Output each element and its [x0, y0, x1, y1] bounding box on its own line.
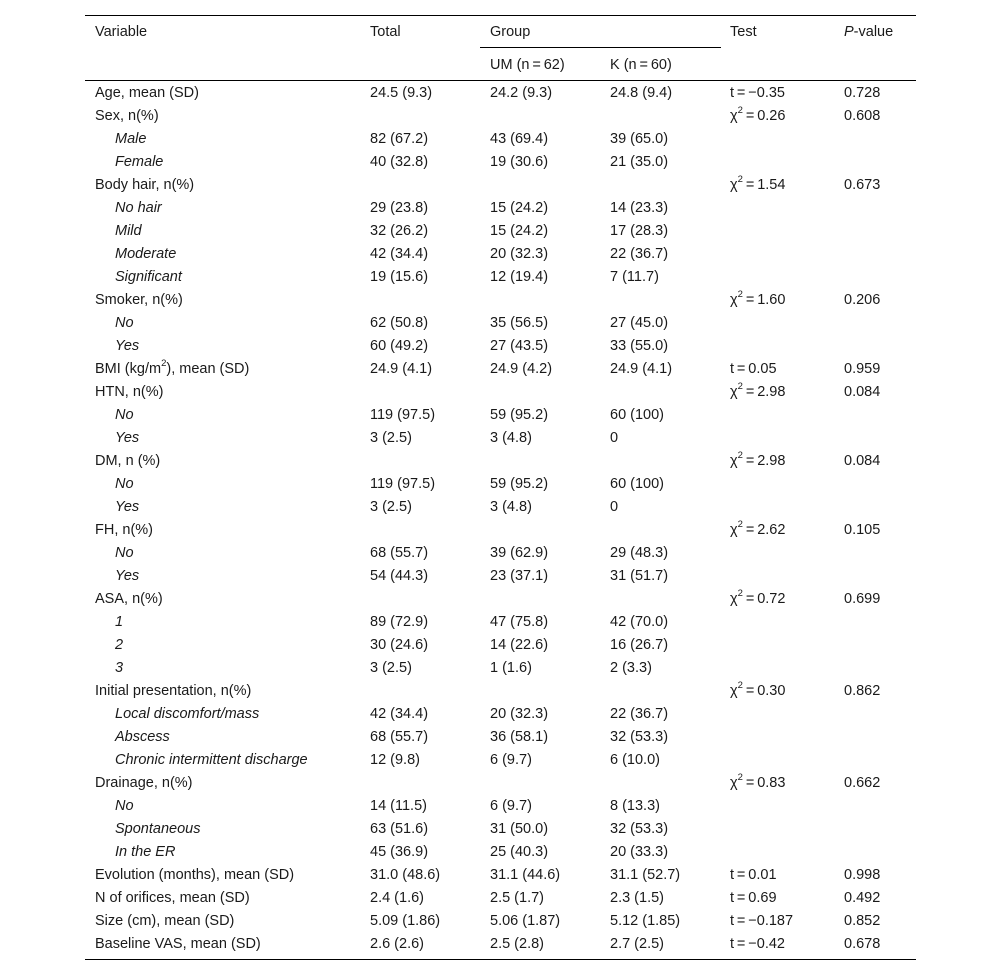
cell-label: Yes: [115, 499, 140, 515]
cell-label: Body hair, n(%): [95, 177, 195, 193]
cell-k: 6 (10.0): [610, 752, 660, 768]
cell-p: 0.608: [844, 108, 881, 124]
cell-k: 2.7 (2.5): [610, 936, 664, 952]
cell-total: 5.09 (1.86): [370, 913, 441, 929]
cell-total: 40 (32.8): [370, 154, 429, 170]
cell-k: 20 (33.3): [610, 844, 669, 860]
cell-k: 27 (45.0): [610, 315, 669, 331]
cell-k: 60 (100): [610, 407, 665, 423]
cell-total: 19 (15.6): [370, 269, 429, 285]
cell-k: 16 (26.7): [610, 637, 669, 653]
cell-um: 2.5 (1.7): [490, 890, 544, 906]
cell-test: $\chi^2 = 1.60$: [730, 289, 786, 308]
cell-p: 0.105: [844, 522, 881, 538]
cell-k: 29 (48.3): [610, 545, 669, 561]
cell-k: 33 (55.0): [610, 338, 669, 354]
cell-k: 32 (53.3): [610, 729, 669, 745]
cell-test: $\chi^2 = 0.83$: [730, 772, 786, 791]
cell-label: ASA, n(%): [95, 591, 163, 607]
cell-label: FH, n(%): [95, 522, 153, 538]
cell-p: 0.492: [844, 890, 881, 906]
cell-um: 31 (50.0): [490, 821, 549, 837]
cell-total: 89 (72.9): [370, 614, 429, 630]
cell-k: 24.9 (4.1): [610, 361, 673, 377]
cell-um: 6 (9.7): [490, 798, 532, 814]
cell-total: 31.0 (48.6): [370, 867, 441, 883]
cell-k: 2 (3.3): [610, 660, 652, 676]
cell-um: 14 (22.6): [490, 637, 549, 653]
cell-label: Chronic intermittent discharge: [115, 752, 308, 768]
cell-um: 20 (32.3): [490, 706, 549, 722]
group-span-rule: [480, 47, 721, 48]
cell-k: 21 (35.0): [610, 154, 669, 170]
cell-test: $\chi^2 = 0.72$: [730, 588, 786, 607]
cell-label: HTN, n(%): [95, 384, 164, 400]
cell-um: 35 (56.5): [490, 315, 549, 331]
cell-test: $\chi^2 = 2.98$: [730, 381, 786, 400]
cell-total: 29 (23.8): [370, 200, 429, 216]
cell-label: Abscess: [115, 729, 170, 745]
cell-label: DM, n (%): [95, 453, 161, 469]
cell-total: 30 (24.6): [370, 637, 429, 653]
cell-label: Moderate: [115, 246, 177, 262]
cell-total: 3 (2.5): [370, 430, 412, 446]
cell-label: No: [115, 545, 134, 561]
cell-test: t = 0.69: [730, 890, 777, 906]
cell-label: Yes: [115, 430, 140, 446]
cell-total: 14 (11.5): [370, 798, 427, 814]
cell-p: 0.998: [844, 867, 881, 883]
cell-um: 36 (58.1): [490, 729, 549, 745]
cell-k: 60 (100): [610, 476, 665, 492]
cell-um: 25 (40.3): [490, 844, 549, 860]
cell-k: 7 (11.7): [610, 269, 659, 285]
cell-total: 24.9 (4.1): [370, 361, 433, 377]
cell-um: 20 (32.3): [490, 246, 549, 262]
cell-label: Baseline VAS, mean (SD): [95, 936, 261, 952]
cell-label: Age, mean (SD): [95, 85, 199, 101]
cell-p: 0.852: [844, 913, 881, 929]
cell-label: No: [115, 798, 134, 814]
cell-label: In the ER: [115, 844, 176, 860]
header-group: Group: [490, 24, 531, 40]
header-um: UM (n = 62): [490, 57, 565, 73]
cell-label: N of orifices, mean (SD): [95, 890, 250, 906]
cell-k: 17 (28.3): [610, 223, 669, 239]
cell-um: 3 (4.8): [490, 430, 532, 446]
cell-label: 3: [115, 660, 124, 676]
cell-label: No: [115, 476, 134, 492]
cell-um: 59 (95.2): [490, 407, 549, 423]
cell-total: 68 (55.7): [370, 729, 429, 745]
cell-label: No: [115, 407, 134, 423]
cell-total: 32 (26.2): [370, 223, 429, 239]
cell-um: 47 (75.8): [490, 614, 549, 630]
cell-k: 31.1 (52.7): [610, 867, 681, 883]
cell-p: 0.728: [844, 85, 881, 101]
cell-label: Local discomfort/mass: [115, 706, 260, 722]
cell-um: 6 (9.7): [490, 752, 532, 768]
cell-total: 42 (34.4): [370, 706, 429, 722]
cell-test: $\chi^2 = 1.54$: [730, 174, 786, 193]
header-pvalue-rest: -value: [853, 24, 894, 40]
cell-k: 2.3 (1.5): [610, 890, 664, 906]
cell-um: 24.2 (9.3): [490, 85, 553, 101]
cell-p: 0.084: [844, 453, 881, 469]
cell-label: Size (cm), mean (SD): [95, 913, 235, 929]
cell-total: 2.4 (1.6): [370, 890, 424, 906]
cell-um: 39 (62.9): [490, 545, 549, 561]
cell-total: 24.5 (9.3): [370, 85, 433, 101]
cell-p: 0.206: [844, 292, 881, 308]
cell-total: 3 (2.5): [370, 499, 412, 515]
cell-test: $\chi^2 = 0.26$: [730, 105, 786, 124]
cell-label: No: [115, 315, 134, 331]
cell-um: 2.5 (2.8): [490, 936, 544, 952]
cell-total: 54 (44.3): [370, 568, 429, 584]
cell-um: 31.1 (44.6): [490, 867, 561, 883]
cell-label: 1: [115, 614, 124, 630]
cell-total: 68 (55.7): [370, 545, 429, 561]
cell-total: 119 (97.5): [370, 476, 436, 492]
cell-label: Male: [115, 131, 147, 147]
header-bottom-rule: [85, 80, 916, 81]
cell-label: Evolution (months), mean (SD): [95, 867, 295, 883]
cell-label: Smoker, n(%): [95, 292, 183, 308]
cell-total: 12 (9.8): [370, 752, 420, 768]
cell-test: t = −0.42: [730, 936, 785, 952]
cell-total: 119 (97.5): [370, 407, 436, 423]
cell-um: 15 (24.2): [490, 200, 549, 216]
cell-um: 24.9 (4.2): [490, 361, 553, 377]
cell-label: Mild: [115, 223, 142, 239]
cell-um: 23 (37.1): [490, 568, 549, 584]
cell-p: 0.862: [844, 683, 881, 699]
cell-k: 31 (51.7): [610, 568, 669, 584]
cell-k: 5.12 (1.85): [610, 913, 681, 929]
table-top-rule: [85, 15, 916, 16]
cell-um: 59 (95.2): [490, 476, 549, 492]
cell-label: Yes: [115, 568, 140, 584]
cell-test: $\chi^2 = 2.62$: [730, 519, 786, 538]
cell-um: 19 (30.6): [490, 154, 549, 170]
cell-p: 0.959: [844, 361, 881, 377]
header-pvalue-p: P: [844, 24, 854, 40]
cell-p: 0.084: [844, 384, 881, 400]
cell-test: t = 0.05: [730, 361, 777, 377]
cell-label: Drainage, n(%): [95, 775, 193, 791]
cell-um: 3 (4.8): [490, 499, 532, 515]
cell-test: t = 0.01: [730, 867, 777, 883]
cell-total: 45 (36.9): [370, 844, 429, 860]
cell-test: $\chi^2 = 2.98$: [730, 450, 786, 469]
cell-k: 24.8 (9.4): [610, 85, 673, 101]
cell-total: 60 (49.2): [370, 338, 429, 354]
header-k: K (n = 60): [610, 57, 672, 73]
cell-label: Sex, n(%): [95, 108, 159, 124]
cell-total: 62 (50.8): [370, 315, 429, 331]
cell-total: 3 (2.5): [370, 660, 412, 676]
cell-k: 8 (13.3): [610, 798, 660, 814]
cell-label: Female: [115, 154, 164, 170]
header-test: Test: [730, 24, 757, 40]
cell-p: 0.662: [844, 775, 881, 791]
cell-um: 43 (69.4): [490, 131, 549, 147]
cell-label: 2: [115, 637, 124, 653]
cell-k: 0: [610, 430, 619, 446]
cell-p: 0.673: [844, 177, 881, 193]
cell-total: 82 (67.2): [370, 131, 429, 147]
cell-p: 0.678: [844, 936, 881, 952]
cell-total: 2.6 (2.6): [370, 936, 424, 952]
cell-k: 14 (23.3): [610, 200, 669, 216]
cell-k: 39 (65.0): [610, 131, 669, 147]
cell-k: 22 (36.7): [610, 246, 669, 262]
cell-total: 63 (51.6): [370, 821, 429, 837]
cell-label: Spontaneous: [115, 821, 201, 837]
cell-label: No hair: [115, 200, 162, 216]
cell-test: t = −0.35: [730, 85, 785, 101]
cell-label: Yes: [115, 338, 140, 354]
cell-k: 0: [610, 499, 619, 515]
header-variable: Variable: [95, 24, 148, 40]
cell-total: 42 (34.4): [370, 246, 429, 262]
cell-test: t = −0.187: [730, 913, 794, 929]
header-pvalue: [844, 23, 893, 41]
cell-label: BMI $(kg/m^2)$, mean (SD): [95, 358, 250, 377]
cell-k: 22 (36.7): [610, 706, 669, 722]
cell-label: Significant: [115, 269, 182, 285]
cell-label: Initial presentation, n(%): [95, 683, 252, 699]
cell-um: 15 (24.2): [490, 223, 549, 239]
cell-k: 42 (70.0): [610, 614, 669, 630]
cell-p: 0.699: [844, 591, 881, 607]
cell-test: $\chi^2 = 0.30$: [730, 680, 786, 699]
header-total: Total: [370, 24, 401, 40]
cell-um: 5.06 (1.87): [490, 913, 561, 929]
cell-k: 32 (53.3): [610, 821, 669, 837]
cell-um: 12 (19.4): [490, 269, 549, 285]
table-bottom-rule: [85, 959, 916, 960]
cell-um: 1 (1.6): [490, 660, 532, 676]
cell-um: 27 (43.5): [490, 338, 549, 354]
